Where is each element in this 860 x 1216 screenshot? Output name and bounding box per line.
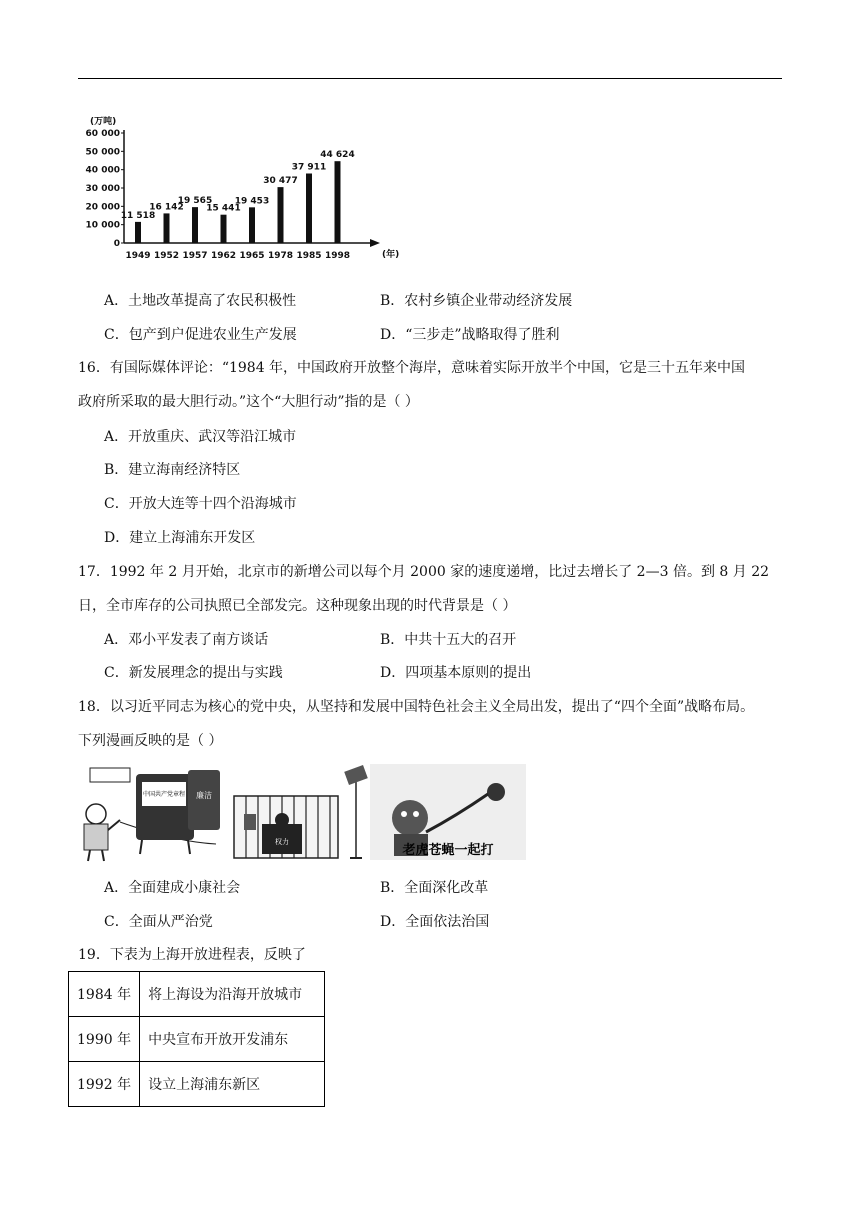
bar: [221, 215, 227, 243]
bar-value-label: 30 477: [263, 176, 298, 187]
q16-option-a[interactable]: A．开放重庆、武汉等沿江城市: [104, 429, 297, 445]
bar-value-label: 16 142: [149, 202, 184, 213]
bar-value-label: 15 441: [206, 203, 241, 214]
bar-value-label: 44 624: [320, 150, 355, 161]
q16-stem-line-2: 政府所采取的最大胆行动。”这个“大胆行动”指的是（ ）: [78, 394, 419, 410]
bar-value-label: 37 911: [291, 162, 327, 173]
q15-option-b[interactable]: B．农村乡镇企业带动经济发展: [380, 293, 573, 309]
bar-value-label: 19 453: [234, 196, 270, 207]
q17-stem-line-1: 17．1992 年 2 月开始，北京市的新增公司以每个月 2000 家的速度递增，比过去增长了 2—3 倍。到 8 月 22: [78, 564, 770, 580]
bar: [278, 187, 284, 243]
x-tick-label: 1962: [210, 251, 237, 261]
year-cell: 1984 年: [69, 972, 140, 1017]
q18-option-b[interactable]: B．全面深化改革: [380, 880, 489, 896]
year-cell: 1992 年: [69, 1062, 140, 1107]
bar: [335, 161, 341, 243]
q18-stem-line-1: 18．以习近平同志为核心的党中央，从坚持和发展中国特色社会主义全局出发，提出了“四个全面”战略布局。: [78, 699, 755, 715]
q17-option-d[interactable]: D．四项基本原则的提出: [380, 665, 532, 681]
q15-option-c[interactable]: C．包产到户促进农业生产发展: [104, 327, 297, 343]
table-row: [69, 1017, 325, 1062]
q16-option-d[interactable]: D．建立上海浦东开发区: [104, 530, 256, 546]
bar-value-label: 11 518: [120, 210, 156, 221]
y-tick-label: 10 000: [85, 220, 120, 231]
q16-stem-line-1: 16．有国际媒体评论：“1984 年，中国政府开放整个海岸，意味着实际开放半个中国，它是三十五年来中国: [78, 360, 746, 376]
q18-stem-line-2: 下列漫画反映的是（ ）: [78, 733, 223, 749]
x-tick-label: 1998: [324, 251, 351, 261]
q17-option-a[interactable]: A．邓小平发表了南方谈话: [104, 632, 269, 648]
cartoon-panel-cage: [234, 796, 338, 858]
y-tick-label: 50 000: [85, 147, 120, 158]
cartoon-ruler-text: 廉洁: [196, 791, 212, 800]
year-cell: 1990 年: [69, 1017, 140, 1062]
q18-option-c[interactable]: C．全面从严治党: [104, 914, 213, 930]
x-tick-label: 1952: [153, 251, 180, 261]
bar: [306, 173, 312, 243]
event-cell: 中央宣布开放开发浦东: [140, 1017, 325, 1062]
x-tick-label: 1949: [125, 251, 151, 261]
q17-stem-line-2: 日，全市库存的公司执照已全部发完。这种现象出现的时代背景是（ ）: [78, 598, 517, 614]
event-cell: 将上海设为沿海开放城市: [140, 972, 325, 1017]
cartoon-slogan-text: 老虎苍蝇一起打: [402, 843, 494, 858]
bar-value-label: 19 565: [177, 196, 213, 207]
table-row: [69, 972, 325, 1017]
header-rule: [78, 78, 782, 79]
x-tick-label: 1985: [296, 251, 322, 261]
q15-option-d[interactable]: D．“三步走”战略取得了胜利: [380, 327, 560, 343]
x-tick-label: 1978: [267, 251, 294, 261]
grain-output-bar-chart: [80, 110, 410, 268]
q17-option-b[interactable]: B．中共十五大的召开: [380, 632, 517, 648]
cartoon-cage-text: 权力: [275, 838, 289, 846]
four-comprehensives-cartoon: [76, 762, 536, 864]
bar: [192, 207, 198, 243]
x-tick-label: 1965: [239, 251, 265, 261]
y-tick-label: 20 000: [85, 202, 120, 213]
x-axis-arrow: [370, 239, 380, 247]
y-tick-label: 40 000: [85, 165, 120, 176]
x-tick-label: 1957: [182, 251, 208, 261]
bar: [249, 207, 255, 243]
y-tick-label: 30 000: [85, 184, 120, 194]
y-tick-label: 60 000: [85, 129, 120, 139]
q18-option-d[interactable]: D．全面依法治国: [380, 914, 490, 930]
bar: [164, 213, 170, 243]
y-axis-unit-label: (万吨): [90, 117, 117, 127]
cartoon-book-text: 中国共产党章程: [142, 791, 186, 798]
event-cell: 设立上海浦东新区: [140, 1062, 325, 1107]
q16-option-c[interactable]: C．开放大连等十四个沿海城市: [104, 496, 297, 512]
q16-option-b[interactable]: B．建立海南经济特区: [104, 462, 241, 478]
x-axis-unit-label: (年): [382, 250, 400, 260]
shanghai-opening-table: [68, 971, 325, 1107]
q15-option-a[interactable]: A．土地改革提高了农民积极性: [104, 293, 297, 309]
q18-option-a[interactable]: A．全面建成小康社会: [104, 880, 241, 896]
bar: [135, 222, 141, 243]
y-tick-label: 0: [113, 239, 120, 249]
table-row: [69, 1062, 325, 1107]
q19-stem: 19．下表为上海开放进程表，反映了: [78, 947, 306, 963]
cartoon-panel-tigers-flies: [370, 764, 526, 860]
cartoon-panel-constitution: [84, 768, 220, 861]
q17-option-c[interactable]: C．新发展理念的提出与实践: [104, 665, 283, 681]
cartoon-spotlight: [344, 765, 368, 858]
